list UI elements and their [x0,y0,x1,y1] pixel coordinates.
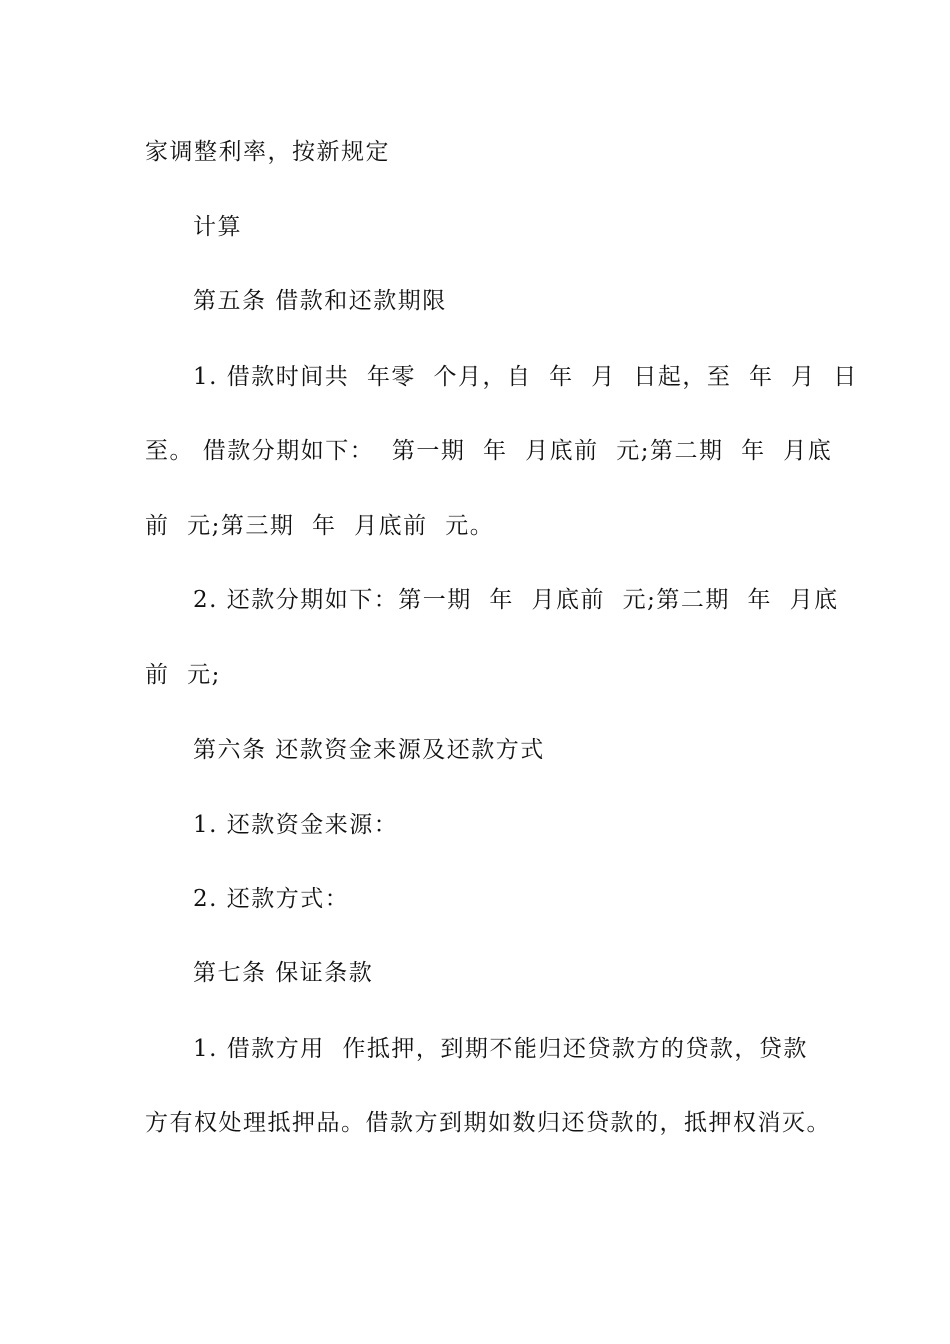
text-line: 2. 还款方式： [193,886,350,912]
section-heading: 第五条 借款和还款期限 [193,288,447,314]
text-line: 前 元;第三期 年 月底前 元。 [145,513,495,539]
section-heading: 第七条 保证条款 [193,960,374,986]
text-line: 计算 [193,214,242,240]
text-line: 至。 借款分期如下： 第一期 年 月底前 元;第二期 年 月底 [145,438,833,464]
text-line: 1. 还款资金来源： [193,812,399,838]
section-heading: 第六条 还款资金来源及还款方式 [193,737,545,763]
text-line: 2. 还款分期如下：第一期 年 月底前 元;第二期 年 月底 [193,587,839,613]
text-line: 前 元; [145,662,221,688]
text-line: 家调整利率，按新规定 [145,139,390,165]
text-line: 方有权处理抵押品。借款方到期如数归还贷款的，抵押权消灭。 [145,1110,831,1136]
text-line: 1. 借款方用 作抵押，到期不能归还贷款方的贷款，贷款 [193,1036,808,1062]
text-line: 1. 借款时间共 年零 个月，自 年 月 日起，至 年 月 日 [193,364,858,390]
